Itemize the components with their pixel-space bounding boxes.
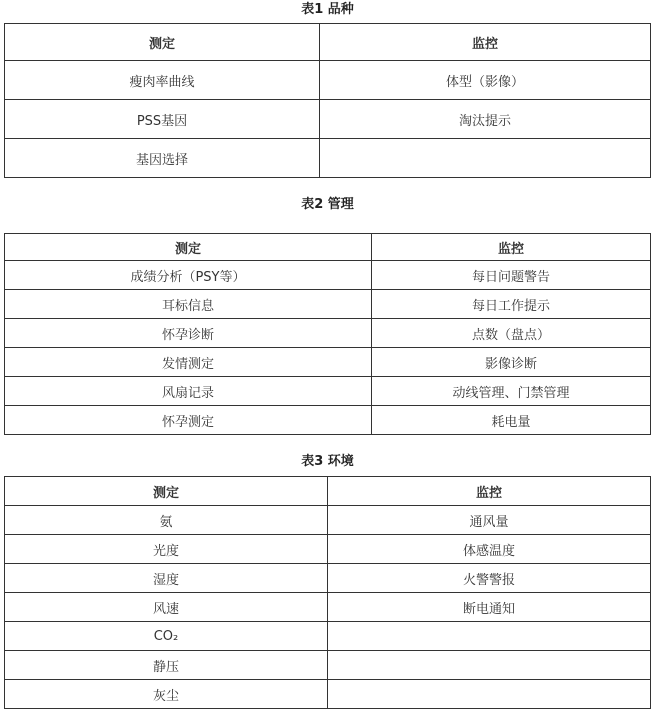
table-row bbox=[5, 593, 651, 622]
cell-monitor: 每日问题警告 bbox=[372, 261, 651, 290]
cell-measure: 氨 bbox=[5, 506, 328, 535]
cell-monitor bbox=[320, 139, 651, 178]
header-measure: 测定 bbox=[5, 24, 320, 61]
header-measure: 测定 bbox=[5, 477, 328, 506]
table-row bbox=[5, 377, 651, 406]
cell-measure: 湿度 bbox=[5, 564, 328, 593]
cell-measure: 瘦肉率曲线 bbox=[5, 61, 320, 100]
table-row bbox=[5, 319, 651, 348]
header-monitor: 监控 bbox=[328, 477, 651, 506]
table-management bbox=[4, 233, 651, 435]
cell-monitor: 体型（影像） bbox=[320, 61, 651, 100]
table-row bbox=[5, 680, 651, 709]
cell-measure: 怀孕测定 bbox=[5, 406, 372, 435]
table-row bbox=[5, 348, 651, 377]
header-monitor: 监控 bbox=[320, 24, 651, 61]
cell-measure: 光度 bbox=[5, 535, 328, 564]
cell-measure: PSS基因 bbox=[5, 100, 320, 139]
cell-measure: 灰尘 bbox=[5, 680, 328, 709]
cell-monitor: 影像诊断 bbox=[372, 348, 651, 377]
table-row bbox=[5, 100, 651, 139]
cell-measure: 成绩分析（PSY等） bbox=[5, 261, 372, 290]
table-row bbox=[5, 651, 651, 680]
cell-measure: 风速 bbox=[5, 593, 328, 622]
table-row bbox=[5, 139, 651, 178]
cell-monitor: 淘汰提示 bbox=[320, 100, 651, 139]
cell-measure: 基因选择 bbox=[5, 139, 320, 178]
header-measure: 测定 bbox=[5, 234, 372, 261]
cell-monitor: 耗电量 bbox=[372, 406, 651, 435]
cell-monitor: 动线管理、门禁管理 bbox=[372, 377, 651, 406]
table-2-caption: 表2 管理 bbox=[301, 197, 354, 212]
table-row bbox=[5, 406, 651, 435]
table-row bbox=[5, 261, 651, 290]
cell-monitor: 火警警报 bbox=[328, 564, 651, 593]
cell-monitor bbox=[328, 622, 651, 651]
table-row bbox=[5, 564, 651, 593]
table-3-caption: 表3 环境 bbox=[301, 454, 354, 469]
cell-measure: 发情测定 bbox=[5, 348, 372, 377]
table-row bbox=[5, 506, 651, 535]
table-breed bbox=[4, 23, 651, 178]
table-environment bbox=[4, 476, 651, 709]
table-1-caption: 表1 品种 bbox=[301, 2, 354, 17]
cell-monitor: 点数（盘点） bbox=[372, 319, 651, 348]
cell-measure: 风扇记录 bbox=[5, 377, 372, 406]
cell-measure: 怀孕诊断 bbox=[5, 319, 372, 348]
cell-monitor: 通风量 bbox=[328, 506, 651, 535]
table-row bbox=[5, 290, 651, 319]
cell-monitor: 每日工作提示 bbox=[372, 290, 651, 319]
table-header-row bbox=[5, 477, 651, 506]
table-row bbox=[5, 61, 651, 100]
cell-monitor: 体感温度 bbox=[328, 535, 651, 564]
cell-measure: CO₂ bbox=[5, 622, 328, 651]
header-monitor: 监控 bbox=[372, 234, 651, 261]
table-row bbox=[5, 535, 651, 564]
cell-monitor bbox=[328, 651, 651, 680]
table-header-row bbox=[5, 24, 651, 61]
cell-monitor bbox=[328, 680, 651, 709]
cell-measure: 耳标信息 bbox=[5, 290, 372, 319]
table-header-row bbox=[5, 234, 651, 261]
cell-monitor: 断电通知 bbox=[328, 593, 651, 622]
table-row bbox=[5, 622, 651, 651]
cell-measure: 静压 bbox=[5, 651, 328, 680]
